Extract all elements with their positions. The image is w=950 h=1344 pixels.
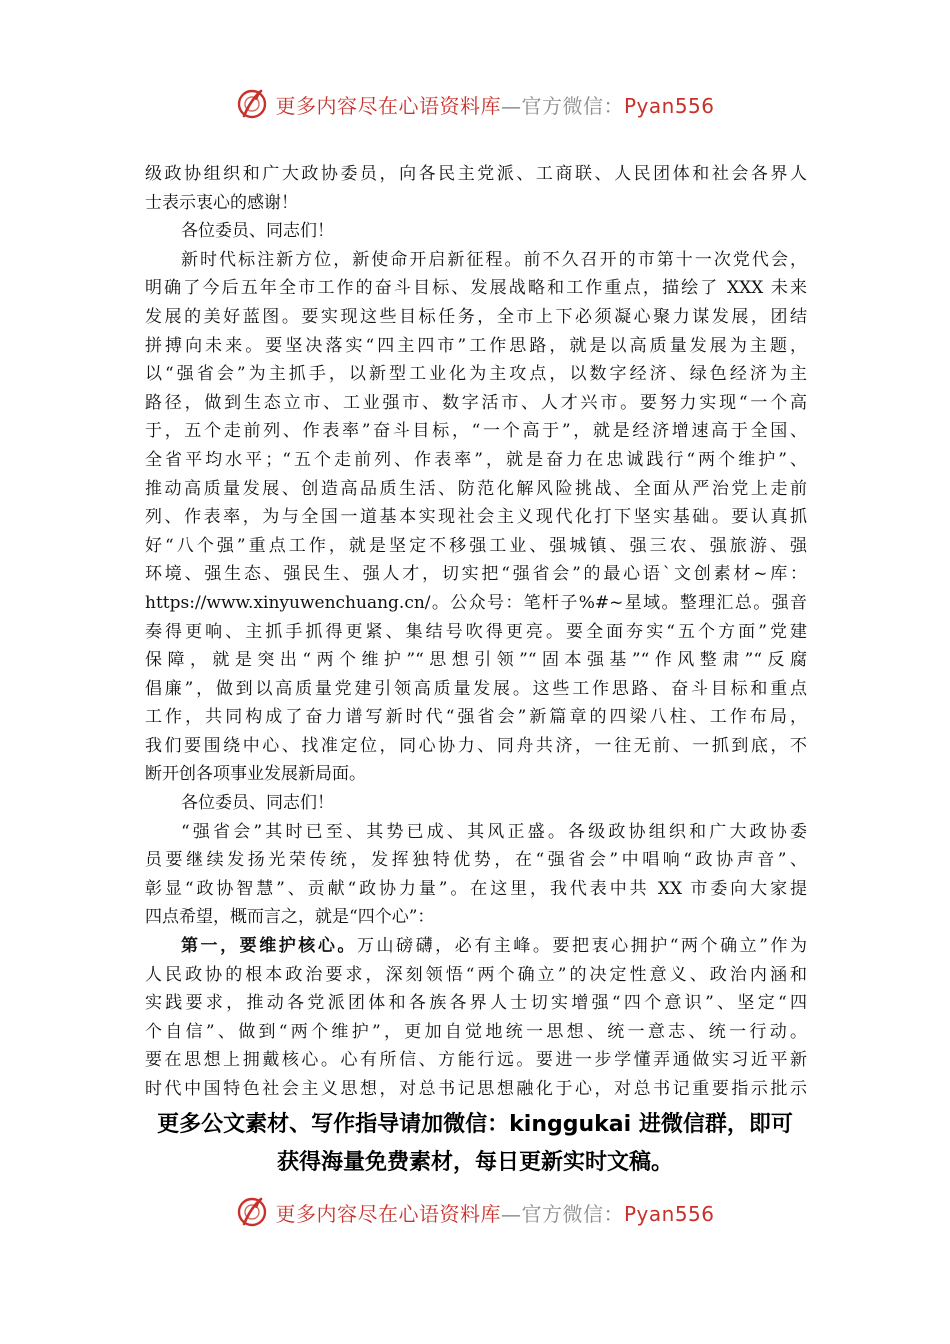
banner-dash: — xyxy=(500,93,522,118)
body-line-bold-lead: 第一，要维护核心。 xyxy=(181,936,357,957)
body-line xyxy=(145,989,807,1018)
quill-logo-icon xyxy=(235,87,269,121)
body-line xyxy=(145,217,807,246)
body-line-text: 士表示衷心的感谢！ xyxy=(145,192,298,213)
body-line xyxy=(145,246,807,275)
body-line xyxy=(145,360,807,389)
body-line-text: 于，五个走前列、作表率”奋斗目标，“一个高于”，就是经济增速高于全国、 xyxy=(145,421,807,442)
body-line-text: 我们要围绕中心、找准定位，同心协力、同舟共济，一往无前、一抓到底，不 xyxy=(145,735,807,756)
document-body xyxy=(145,160,807,1104)
body-line xyxy=(145,589,807,618)
header-banner xyxy=(0,82,950,126)
body-line xyxy=(145,818,807,847)
body-line-text: 四点希望，概而言之，就是“四个心”： xyxy=(145,907,435,928)
body-line xyxy=(145,932,807,961)
body-line xyxy=(145,560,807,589)
body-line xyxy=(145,903,807,932)
body-line-text: 万山磅礴，必有主峰。要把衷心拥护“两个确立”作为 xyxy=(356,936,807,957)
body-line-text: 新时代标注新方位，新使命开启新征程。前不久召开的市第十一次党代会， xyxy=(181,249,807,270)
body-line-text: 倡廉”，做到以高质量党建引领高质量发展。这些工作思路、奋斗目标和重点 xyxy=(145,678,807,699)
body-line xyxy=(145,417,807,446)
body-line xyxy=(145,189,807,218)
body-line xyxy=(145,760,807,789)
body-line-text: 时代中国特色社会主义思想，对总书记思想融化于心，对总书记重要指示批示 xyxy=(145,1079,807,1099)
quill-logo-icon xyxy=(235,1195,269,1229)
body-line-text: 列、作表率，为与全国一道基本实现社会主义现代化打下坚实基础。要认真抓 xyxy=(145,507,807,528)
body-line-text: 保障，就是突出“两个维护”“思想引领”“固本强基”“作风整肃”“反腐 xyxy=(145,650,807,671)
promo-line-1: 更多公文素材、写作指导请加微信：kinggukai 进微信群，即可 xyxy=(157,1112,793,1137)
body-line xyxy=(145,389,807,418)
body-line-text: 全省平均水平；“五个走前列、作表率”，就是奋力在忠诚践行“两个维护”、 xyxy=(145,449,807,470)
body-line-text: 推动高质量发展、创造高品质生活、防范化解风险挑战、全面从严治党上走前 xyxy=(145,478,807,499)
body-line-text: 级政协组织和广大政协委员，向各民主党派、工商联、人民团体和社会各界人 xyxy=(145,164,807,184)
body-line-text: 各位委员、同志们！ xyxy=(181,793,334,814)
body-line xyxy=(145,703,807,732)
body-line-text: 要在思想上拥戴核心。心有所信、方能行远。要进一步学懂弄通做实习近平新 xyxy=(145,1050,807,1071)
body-line-text: 彰显“政协智慧”、贡献“政协力量”。在这里，我代表中共 XX 市委向大家提 xyxy=(145,878,807,899)
body-line-text: 环境、强生态、强民生、强人才，切实把“强省会”的最心语`文创素材~库： xyxy=(145,564,807,585)
body-line xyxy=(145,446,807,475)
body-line xyxy=(145,1046,807,1075)
body-line-text: 断开创各项事业发展新局面。 xyxy=(145,764,366,785)
body-line xyxy=(145,1018,807,1047)
banner-wechat-id: Pyan556 xyxy=(623,93,715,118)
body-line-text: 奏得更响、主抓手抓得更紧、集结号吹得更亮。要全面夯实“五个方面”党建 xyxy=(145,621,807,642)
body-line-text: 个自信”、做到“两个维护”，更加自觉地统一思想、统一意志、统一行动。 xyxy=(145,1021,807,1042)
promo-note xyxy=(0,1106,950,1182)
body-line xyxy=(145,503,807,532)
body-line xyxy=(145,789,807,818)
body-line xyxy=(145,875,807,904)
body-line-text: “强省会”其时已至、其势已成、其风正盛。各级政协组织和广大政协委 xyxy=(181,821,807,842)
body-line-text: 员要继续发扬光荣传统，发挥独特优势，在“强省会”中唱响“政协声音”、 xyxy=(145,850,807,871)
banner-brand: 更多内容尽在心语资料库 xyxy=(275,1201,501,1226)
banner-dash: — xyxy=(500,1201,522,1226)
body-line xyxy=(145,475,807,504)
body-line-text: 人民政协的根本政治要求，深刻领悟“两个确立”的决定性意义、政治内涵和 xyxy=(145,964,807,985)
header-banner-text xyxy=(275,90,714,119)
body-line-text: 实践要求，推动各党派团体和各族各界人士切实增强“四个意识”、坚定“四 xyxy=(145,993,807,1014)
body-line-text: 以“强省会”为主抓手，以新型工业化为主攻点，以数字经济、绿色经济为主 xyxy=(145,364,807,385)
footer-banner xyxy=(0,1190,950,1234)
banner-official: 官方微信： xyxy=(521,1201,624,1226)
body-line-text: 路径，做到生态立市、工业强市、数字活市、人才兴市。要努力实现“一个高 xyxy=(145,392,807,413)
body-line-text: 工作，共同构成了奋力谱写新时代“强省会”新篇章的四梁八柱、工作布局， xyxy=(145,707,807,728)
body-line xyxy=(145,846,807,875)
body-line-text: 拼搏向未来。要坚决落实“四主四市”工作思路，就是以高质量发展为主题， xyxy=(145,335,807,356)
promo-line-2: 获得海量免费素材，每日更新实时文稿。 xyxy=(276,1150,673,1175)
body-line xyxy=(145,675,807,704)
body-line-text: 发展的美好蓝图。要实现这些目标任务，全市上下必须凝心聚力谋发展，团结 xyxy=(145,306,807,327)
body-line xyxy=(145,532,807,561)
body-line xyxy=(145,646,807,675)
body-line xyxy=(145,961,807,990)
banner-wechat-id: Pyan556 xyxy=(623,1201,715,1226)
body-line xyxy=(145,160,807,189)
body-line xyxy=(145,332,807,361)
body-line xyxy=(145,303,807,332)
body-line xyxy=(145,732,807,761)
banner-brand: 更多内容尽在心语资料库 xyxy=(275,93,501,118)
body-line xyxy=(145,274,807,303)
body-line-text: https://www.xinyuwenchuang.cn/。公众号：笔杆子%#~星域。整理汇总。强音 xyxy=(145,592,807,613)
body-line-text: 明确了今后五年全市工作的奋斗目标、发展战略和工作重点，描绘了 XXX 未来 xyxy=(145,278,807,299)
footer-banner-text xyxy=(275,1198,714,1227)
banner-official: 官方微信： xyxy=(521,93,624,118)
body-line xyxy=(145,618,807,647)
body-line-text: 好“八个强”重点工作，就是坚定不移强工业、强城镇、强三农、强旅游、强 xyxy=(145,535,807,556)
body-line-text: 各位委员、同志们！ xyxy=(181,221,334,242)
body-line xyxy=(145,1075,807,1104)
